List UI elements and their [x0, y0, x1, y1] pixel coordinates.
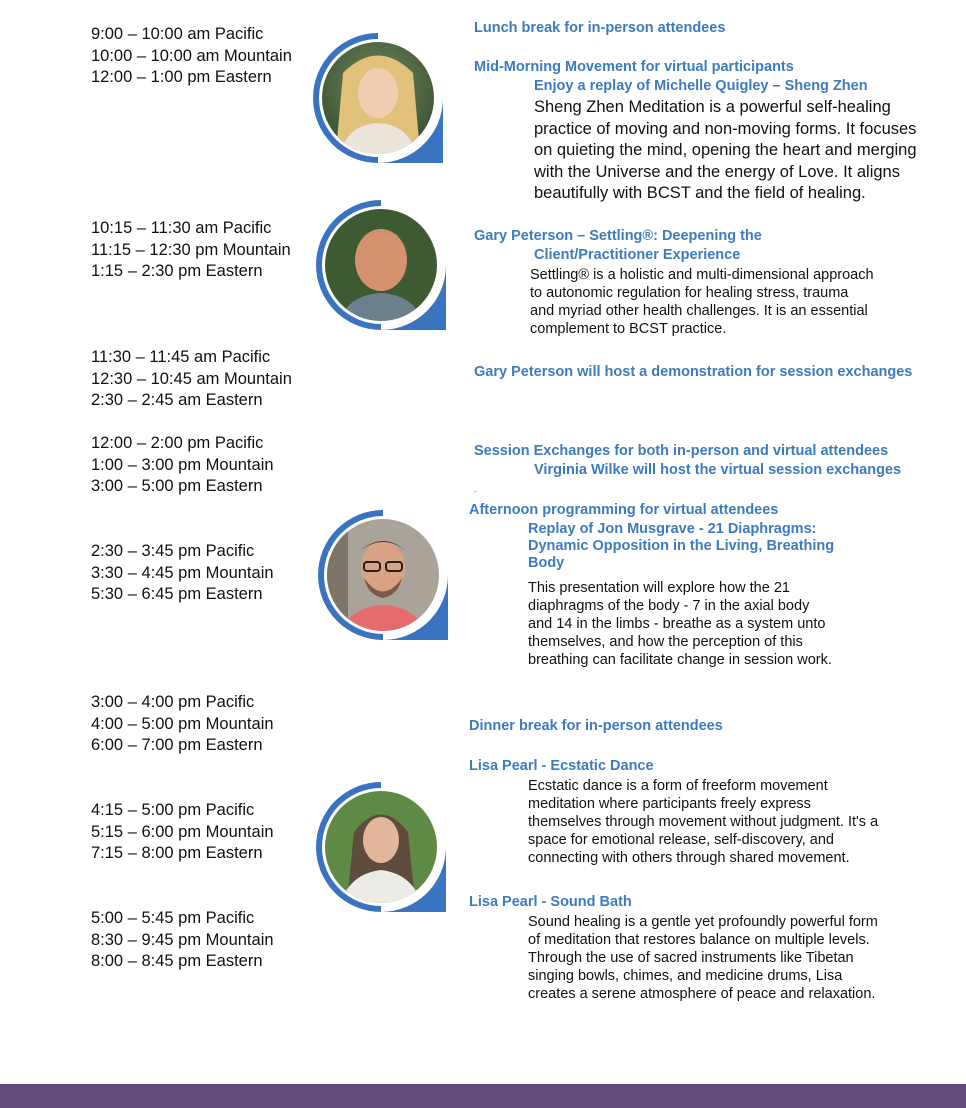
description-line: creates a serene atmosphere of peace and relaxation. [528, 986, 876, 1002]
time-eastern: 6:00 – 7:00 pm Eastern [91, 736, 263, 754]
time-eastern: 7:15 – 8:00 pm Eastern [91, 844, 263, 862]
time-block-6 [91, 692, 274, 757]
description-line: space for emotional release, self-discovery, and [528, 832, 834, 848]
event-heading: Lisa Pearl - Ecstatic Dance [469, 758, 654, 774]
description-line: with the Universe and the energy of Love. It aligns [534, 162, 900, 181]
description-line: This presentation will explore how the 21 [528, 580, 790, 596]
event-subtitle: Virginia Wilke will host the virtual session exchanges [534, 462, 902, 478]
event-description [528, 579, 832, 669]
description-line: Through the use of sacred instruments like Tibetan [528, 950, 854, 966]
speaker-photo-lisa [316, 782, 446, 912]
description-line: Ecstatic dance is a form of freeform movement [528, 778, 828, 794]
time-eastern: 2:30 – 2:45 am Eastern [91, 391, 263, 409]
time-pacific: 10:15 – 11:30 am Pacific [91, 219, 272, 237]
description-line: diaphragms of the body - 7 in the axial body [528, 598, 810, 614]
event-heading: Gary Peterson – Settling®: Deepening the [474, 228, 762, 244]
speaker-photo-gary [316, 200, 446, 330]
time-pacific: 4:15 – 5:00 pm Pacific [91, 801, 255, 819]
description-line: meditation where participants freely express [528, 796, 811, 812]
event-description [528, 777, 878, 867]
subtitle-line: Body [528, 555, 565, 571]
description-line: and myriad other health challenges. It is an essential [530, 303, 868, 319]
description-line: of meditation that restores balance on multiple levels. [528, 932, 870, 948]
time-mountain: 10:00 – 10:00 am Mountain [91, 46, 292, 65]
time-block-3 [91, 347, 292, 412]
time-mountain: 1:00 – 3:00 pm Mountain [91, 455, 274, 474]
event-subtitle [528, 521, 834, 572]
time-pacific: 3:00 – 4:00 pm Pacific [91, 693, 255, 711]
time-mountain: 11:15 – 12:30 pm Mountain [91, 240, 291, 259]
description-line: Sound healing is a gentle yet profoundly powerful form [528, 914, 878, 930]
event-heading: Lisa Pearl - Sound Bath [469, 894, 632, 910]
time-pacific: 2:30 – 3:45 pm Pacific [91, 542, 255, 560]
subtitle-line: Dynamic Opposition in the Living, Breathing [528, 538, 835, 554]
time-block-1 [91, 24, 292, 89]
event-heading: Gary Peterson will host a demonstration for session exchanges [474, 364, 913, 380]
time-block-2 [91, 218, 291, 283]
event-heading: Lunch break for in-person attendees [474, 20, 726, 36]
subtitle-line: Replay of Jon Musgrave - 21 Diaphragms: [528, 521, 817, 537]
description-line: singing bowls, chimes, and medicine drums, Lisa [528, 968, 843, 984]
time-mountain: 4:00 – 5:00 pm Mountain [91, 714, 274, 733]
time-pacific: 11:30 – 11:45 am Pacific [91, 348, 271, 366]
description-line: themselves, and how the perception of this [528, 634, 803, 650]
description-line: Settling® is a holistic and multi-dimensional approach [530, 267, 874, 283]
description-line: on quieting the mind, opening the heart and merging [534, 141, 917, 159]
event-description [534, 97, 917, 205]
event-heading: Dinner break for in-person attendees [469, 718, 723, 734]
time-mountain: 5:15 – 6:00 pm Mountain [91, 822, 274, 841]
time-eastern: 1:15 – 2:30 pm Eastern [91, 262, 263, 280]
description-line: and 14 in the limbs - breathe as a system unto [528, 616, 826, 632]
event-subtitle: Client/Practitioner Experience [534, 247, 741, 263]
footer-band [0, 1084, 966, 1108]
time-eastern: 8:00 – 8:45 pm Eastern [91, 952, 263, 970]
description-line: themselves through movement without judgment. It's a [528, 814, 879, 830]
description-line: to autonomic regulation for healing stress, trauma [530, 285, 849, 301]
time-mountain: 12:30 – 10:45 am Mountain [91, 369, 292, 388]
time-eastern: 5:30 – 6:45 pm Eastern [91, 585, 263, 603]
description-line: complement to BCST practice. [530, 321, 727, 337]
time-pacific: 9:00 – 10:00 am Pacific [91, 25, 264, 43]
time-block-8 [91, 908, 274, 973]
description-line: beautifully with BCST and the field of healing. [534, 184, 866, 202]
event-description [528, 913, 878, 1003]
speaker-photo-jon [318, 510, 448, 640]
time-mountain: 8:30 – 9:45 pm Mountain [91, 930, 274, 949]
time-block-5 [91, 541, 274, 606]
event-heading: Session Exchanges for both in-person and virtual attendees [474, 443, 889, 459]
speaker-photo-michelle [313, 33, 443, 163]
time-mountain: 3:30 – 4:45 pm Mountain [91, 563, 274, 582]
time-block-7 [91, 800, 274, 865]
event-description [530, 266, 874, 338]
time-block-4 [91, 433, 274, 498]
description-line: connecting with others through shared movement. [528, 850, 850, 866]
description-line: Sheng Zhen Meditation is a powerful self-healing [534, 98, 891, 116]
description-line: practice of moving and non-moving forms. It focuses [534, 119, 917, 138]
time-pacific: 5:00 – 5:45 pm Pacific [91, 909, 255, 927]
event-heading: Afternoon programming for virtual attendees [469, 502, 779, 518]
event-subtitle: Enjoy a replay of Michelle Quigley – Sheng Zhen [534, 78, 868, 94]
time-eastern: 12:00 – 1:00 pm Eastern [91, 68, 272, 86]
time-pacific: 12:00 – 2:00 pm Pacific [91, 434, 264, 452]
description-line: breathing can facilitate change in session work. [528, 652, 832, 668]
time-eastern: 3:00 – 5:00 pm Eastern [91, 477, 263, 495]
stray-dot: . [474, 484, 477, 494]
event-heading: Mid-Morning Movement for virtual participants [474, 59, 794, 75]
